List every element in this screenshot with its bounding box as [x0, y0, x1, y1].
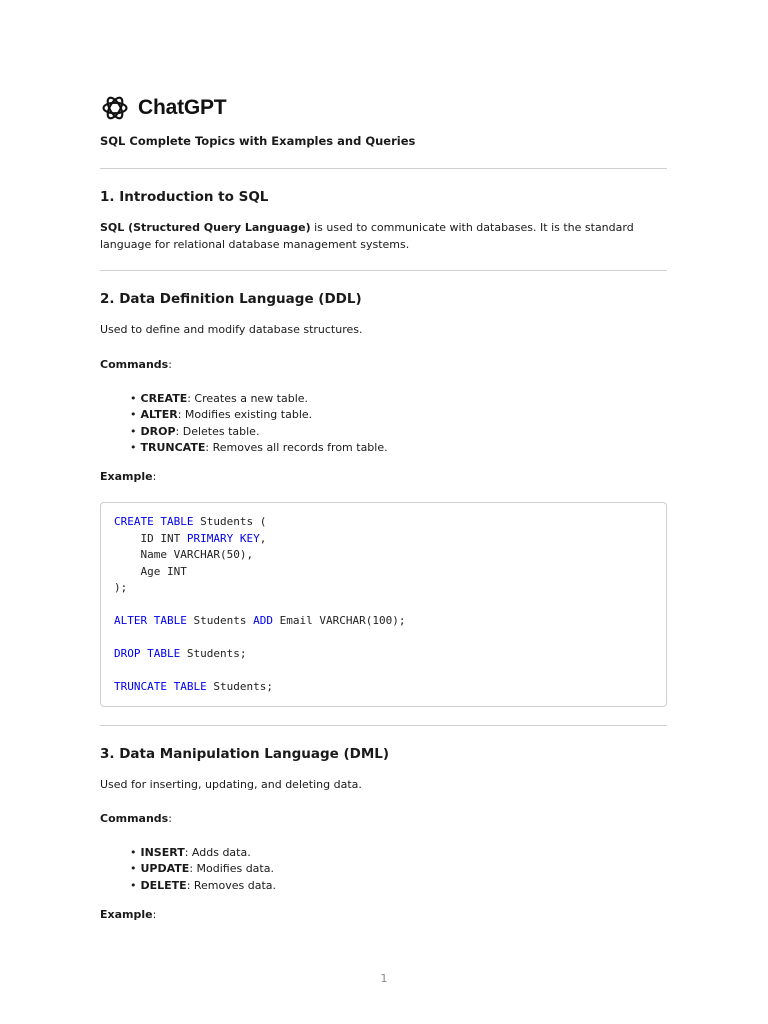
ddl-commands-label: Commands: — [100, 358, 172, 371]
code-line: ); — [114, 581, 128, 594]
section-divider — [100, 270, 667, 271]
code-line: Name VARCHAR(50), — [114, 548, 254, 561]
section-heading-intro: 1. Introduction to SQL — [100, 189, 269, 205]
sql-definition-term: SQL (Structured Query Language) — [100, 221, 311, 234]
list-item: • TRUNCATE: Removes all records from table. — [130, 440, 388, 456]
section-divider — [100, 168, 667, 169]
ddl-command-list — [130, 391, 388, 456]
brand-name: ChatGPT — [138, 96, 227, 119]
code-line: TRUNCATE TABLE Students; — [114, 680, 273, 693]
section-heading-dml: 3. Data Manipulation Language (DML) — [100, 746, 390, 762]
code-line: Age INT — [114, 565, 187, 578]
list-item: • ALTER: Modifies existing table. — [130, 407, 388, 423]
ddl-description: Used to define and modify database structures. — [100, 323, 363, 336]
ddl-example-label: Example: — [100, 470, 157, 483]
code-line: CREATE TABLE Students ( — [114, 515, 267, 528]
dml-description: Used for inserting, updating, and deleting data. — [100, 778, 362, 791]
list-item: • INSERT: Adds data. — [130, 845, 276, 861]
dml-command-list — [130, 845, 276, 894]
page-number: 1 — [380, 972, 388, 985]
list-item: • DELETE: Removes data. — [130, 878, 276, 894]
code-line: DROP TABLE Students; — [114, 647, 247, 660]
list-item: • DROP: Deletes table. — [130, 424, 388, 440]
code-line: ALTER TABLE Students ADD Email VARCHAR(100); — [114, 614, 406, 627]
list-item: • CREATE: Creates a new table. — [130, 391, 388, 407]
ddl-code-block — [100, 502, 667, 707]
document-title: SQL Complete Topics with Examples and Queries — [100, 134, 416, 148]
dml-commands-label: Commands: — [100, 812, 172, 825]
list-item: • UPDATE: Modifies data. — [130, 861, 276, 877]
intro-paragraph-text: is used to communicate with databases. It is the standard language for relational database management systems. — [100, 221, 634, 251]
code-line: ID INT PRIMARY KEY, — [114, 532, 267, 545]
intro-paragraph — [100, 219, 667, 253]
section-heading-ddl: 2. Data Definition Language (DDL) — [100, 291, 362, 307]
brand-logo — [100, 93, 226, 123]
section-divider — [100, 725, 667, 726]
dml-example-label: Example: — [100, 908, 157, 921]
chatgpt-logo-icon — [100, 93, 130, 123]
